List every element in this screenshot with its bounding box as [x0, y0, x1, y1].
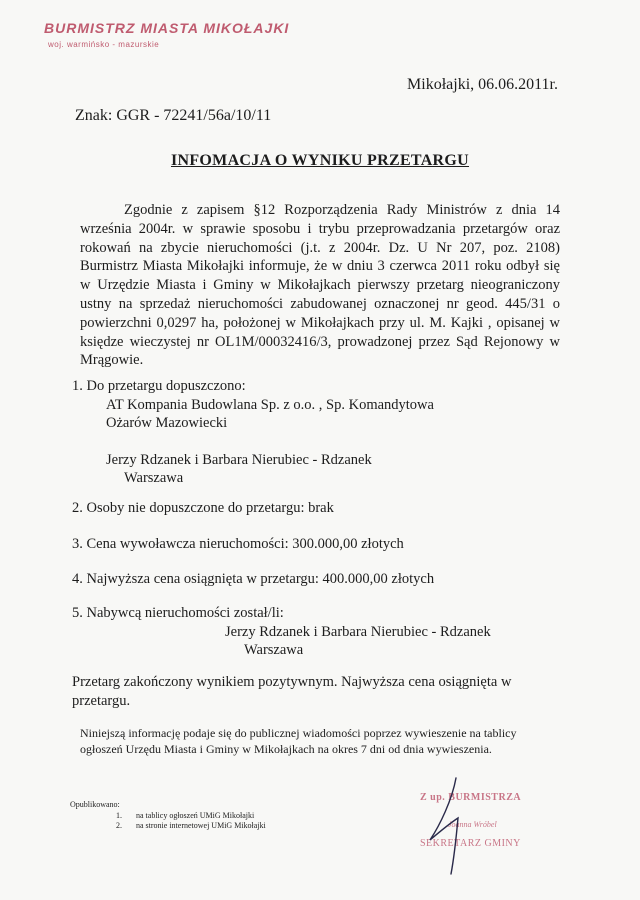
publication-list [70, 800, 266, 832]
publication-entry-text: na tablicy ogłoszeń UMiG Mikołajki [136, 810, 255, 820]
buyer-name: Jerzy Rdzanek i Barbara Nierubiec - Rdzanek [225, 623, 491, 640]
participant-2-location: Warszawa [124, 470, 184, 487]
signature-stamp-line-2: Joanna Wróbel [448, 820, 497, 829]
publication-entry-number: 2. [116, 821, 122, 830]
office-header-stamp [44, 20, 289, 49]
publication-entry [116, 821, 266, 832]
publication-entry [116, 811, 266, 822]
intro-paragraph: Zgodnie z zapisem §12 Rozporządzenia Rady Ministrów z dnia 14 września 2004r. w sprawie sposobu i trybu przeprowadzania przetargów oraz rokowań na zbycie nieruchomości (j.t. z 2004r. Dz. U Nr 207, poz. 2108) Burmistrz Miasta Mikołajki informuje, że w dniu 3 czerwca 2011 roku odbył się w Urzędzie Miasta i Gminy w Mikołajkach pierwszy przetarg nieograniczony ustny na sprzedaż nieruchomości zabudowanej oznaczonej nr geod. 445/31 o powierzchni 0,0297 ha, położonej w Mikołajkach przy ul. M. Kajki , opisanej w księdze wieczystej nr OL1M/00032416/3, prowadzonej przez Sąd Rejonowy w Mrągowie. [80, 202, 560, 369]
item-1-heading: 1. Do przetargu dopuszczono: [72, 378, 246, 394]
handwritten-signature-icon [418, 770, 478, 880]
participant-2-name: Jerzy Rdzanek i Barbara Nierubiec - Rdzanek [106, 451, 372, 468]
item-3: 3. Cena wywoławcza nieruchomości: 300.000,00 złotych [72, 536, 404, 552]
participant-1-location: Ożarów Mazowiecki [106, 415, 228, 432]
participant-1-name: AT Kompania Budowlana Sp. z o.o. , Sp. Komandytowa [106, 396, 434, 413]
stamp-line-1: BURMISTRZ MIASTA MIKOŁAJKI [44, 20, 290, 36]
stamp-line-2: woj. warmińsko - mazurskie [48, 40, 160, 49]
signature-stamp-line-1: Z up. BURMISTRZA [420, 792, 522, 803]
item-5-heading: 5. Nabywcą nieruchomości został/li: [72, 605, 284, 621]
publication-entry-text: na stronie internetowej UMiG Mikołajki [136, 821, 266, 830]
closing-paragraph: Przetarg zakończony wynikiem pozytywnym. Najwyższa cena osiągnięta w przetargu. [72, 674, 512, 709]
publication-label: Opublikowano: [70, 800, 120, 809]
public-notice: Niniejszą informację podaje się do publicznej wiadomości poprzez wywieszenie na tablicy ogłoszeń Urzędu Miasta i Gminy w Mikołajkach na okres 7 dni od dnia wywieszenia. [80, 726, 517, 756]
reference-number: Znak: GGR - 72241/56a/10/11 [75, 107, 272, 124]
item-5 [72, 604, 491, 660]
buyer-location: Warszawa [244, 642, 304, 659]
item-2: 2. Osoby nie dopuszczone do przetargu: brak [72, 500, 334, 516]
document-title: INFOMACJA O WYNIKU PRZETARGU [170, 152, 470, 169]
signature-stamp-line-3: SEKRETARZ GMINY [420, 838, 521, 849]
place-and-date: Mikołajki, 06.06.2011r. [407, 76, 558, 93]
item-1 [72, 377, 434, 488]
item-4: 4. Najwyższa cena osiągnięta w przetargu: 400.000,00 złotych [72, 571, 435, 587]
publication-entry-number: 1. [116, 810, 122, 820]
